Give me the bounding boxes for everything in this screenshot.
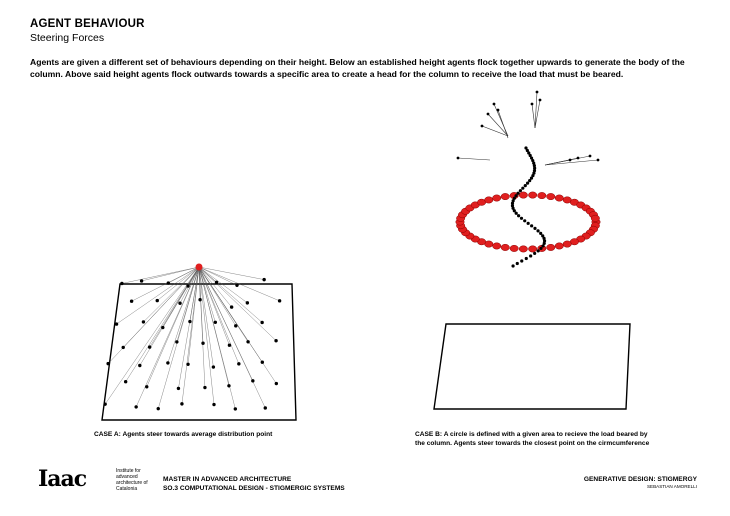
- agent-dot: [260, 321, 263, 324]
- steering-line: [199, 267, 265, 408]
- program-info: [163, 475, 345, 493]
- agent-dot: [234, 324, 237, 327]
- case-a-distribution-area: [102, 284, 296, 420]
- column-agent: [533, 252, 536, 255]
- load-circle-node: [547, 193, 555, 199]
- agent-dot: [120, 282, 123, 285]
- agent-dot: [140, 279, 143, 282]
- column-agent: [536, 229, 539, 232]
- agent-dot: [145, 385, 148, 388]
- load-circle-node: [501, 193, 509, 199]
- intro-paragraph: Agents are given a different set of behaviours depending on their height. Below an established height agents flock together upwards to generate the body of the column. Above said height agents flock outwards towards a specific area to create a head for the column to receive the load that must be beared.: [30, 57, 685, 79]
- column-agent: [521, 187, 524, 190]
- column-agent: [516, 262, 519, 265]
- head-steering-arrow: [532, 104, 535, 128]
- column-agent: [520, 259, 523, 262]
- head-agent: [487, 113, 490, 116]
- agent-dot: [124, 380, 127, 383]
- column-agent: [539, 247, 542, 250]
- head-agent: [493, 103, 496, 106]
- case-a-diagram: [102, 264, 296, 421]
- steering-line: [199, 267, 239, 364]
- case-b-caption: CASE B: A circle is defined with a given area to recieve the load beared by the column. Agents steer towards the closest point on the cirmcumference: [415, 431, 650, 447]
- load-circle-node: [493, 243, 501, 249]
- head-steering-arrow: [458, 158, 490, 160]
- agent-dot: [274, 339, 277, 342]
- column-agent: [539, 232, 542, 235]
- institute-name: Institute for advanced architecture of Catalonia: [116, 468, 148, 492]
- column-agent: [541, 244, 544, 247]
- program-line-2: SO.3 COMPUTATIONAL DESIGN - STIGMERGIC SYSTEMS: [163, 485, 345, 492]
- column-agent: [530, 224, 533, 227]
- column-agent: [529, 254, 532, 257]
- agent-dot: [188, 320, 191, 323]
- steering-line: [182, 267, 199, 404]
- head-agent: [539, 99, 542, 102]
- load-circle-node: [538, 192, 546, 198]
- steering-line: [168, 267, 199, 363]
- column-agent: [515, 212, 518, 215]
- head-steering-arrow: [545, 160, 598, 165]
- head-agent: [497, 109, 500, 112]
- column-agent: [523, 219, 526, 222]
- case-a-average-point: [196, 264, 203, 271]
- agent-dot: [214, 321, 217, 324]
- head-agent: [457, 157, 460, 160]
- agent-dot: [115, 322, 118, 325]
- head-agent: [536, 91, 539, 94]
- load-circle-node: [510, 245, 518, 251]
- head-steering-arrow: [488, 114, 508, 136]
- agent-dot: [178, 302, 181, 305]
- load-circle-node: [591, 215, 599, 221]
- column-agent: [533, 227, 536, 230]
- agent-dot: [186, 363, 189, 366]
- agent-dot: [275, 382, 278, 385]
- agent-dot: [167, 281, 170, 284]
- head-agent: [589, 155, 592, 158]
- course-info: [584, 475, 697, 490]
- agent-dot: [278, 299, 281, 302]
- column-agent: [527, 222, 530, 225]
- agent-dot: [261, 361, 264, 364]
- agent-dot: [166, 361, 169, 364]
- agent-dot: [212, 403, 215, 406]
- head-steering-arrow: [545, 160, 570, 165]
- load-circle-node: [528, 246, 536, 252]
- agent-dot: [228, 344, 231, 347]
- column-agent: [528, 179, 531, 182]
- agent-dot: [156, 299, 159, 302]
- head-agent: [531, 103, 534, 106]
- agent-dot: [103, 402, 106, 405]
- case-b-base-area: [434, 324, 630, 409]
- author-name: SEBASTIAN AMORELLI: [646, 484, 697, 489]
- head-agent: [577, 157, 580, 160]
- head-agent: [481, 125, 484, 128]
- steering-line: [199, 267, 205, 388]
- head-agent: [597, 159, 600, 162]
- load-circle-node: [555, 195, 563, 201]
- load-circle-node: [519, 192, 527, 198]
- column-agent: [517, 192, 520, 195]
- agent-dot: [122, 346, 125, 349]
- case-a-agents: [103, 278, 281, 411]
- steering-line: [199, 267, 264, 280]
- steering-line: [108, 267, 199, 364]
- agent-dot: [186, 284, 189, 287]
- page-title: AGENT BEHAVIOUR: [30, 18, 145, 30]
- agent-dot: [198, 298, 201, 301]
- agent-dot: [237, 362, 240, 365]
- load-circle-node: [519, 246, 527, 252]
- case-a-caption: CASE A: Agents steer towards average distribution point: [94, 431, 273, 438]
- agent-dot: [142, 320, 145, 323]
- load-circle-node: [493, 195, 501, 201]
- agent-dot: [230, 305, 233, 308]
- agent-dot: [264, 406, 267, 409]
- agent-dot: [235, 284, 238, 287]
- agent-dot: [148, 345, 151, 348]
- agent-dot: [212, 365, 215, 368]
- agent-dot: [161, 326, 164, 329]
- agent-dot: [227, 384, 230, 387]
- course-title: GENERATIVE DESIGN: STIGMERGY: [583, 476, 697, 483]
- load-circle-node: [528, 192, 536, 198]
- agent-dot: [175, 340, 178, 343]
- column-agent: [517, 214, 520, 217]
- column-agent: [525, 257, 528, 260]
- agent-dot: [251, 379, 254, 382]
- agent-dot: [203, 386, 206, 389]
- load-circle-node: [547, 244, 555, 250]
- load-circle-node: [555, 243, 563, 249]
- agent-dot: [180, 402, 183, 405]
- case-b-diagram: [434, 91, 630, 409]
- agent-dot: [246, 340, 249, 343]
- agent-dot: [246, 301, 249, 304]
- agent-dot: [201, 342, 204, 345]
- case-a-steering-lines: [105, 267, 279, 409]
- head-agent: [569, 159, 572, 162]
- agent-dot: [157, 407, 160, 410]
- agent-dot: [134, 405, 137, 408]
- agent-dot: [138, 364, 141, 367]
- column-agent: [524, 184, 527, 187]
- agent-dot: [215, 281, 218, 284]
- program-line-1: MASTER IN ADVANCED ARCHITECTURE: [163, 476, 292, 483]
- page-subtitle: Steering Forces: [30, 32, 105, 44]
- agent-dot: [106, 362, 109, 365]
- agent-dot: [130, 300, 133, 303]
- column-agent: [511, 264, 514, 267]
- steering-line: [199, 267, 262, 322]
- load-circle-node: [563, 241, 571, 247]
- agent-dot: [262, 278, 265, 281]
- column-agent: [519, 189, 522, 192]
- column-agent: [537, 249, 540, 252]
- column-agent: [520, 217, 523, 220]
- iaac-logo: Iaac: [38, 466, 87, 492]
- agent-dot: [177, 387, 180, 390]
- steering-line: [122, 267, 199, 283]
- column-agent: [526, 182, 529, 185]
- agent-dot: [234, 407, 237, 410]
- load-circle-node: [501, 244, 509, 250]
- load-circle-node: [485, 197, 493, 203]
